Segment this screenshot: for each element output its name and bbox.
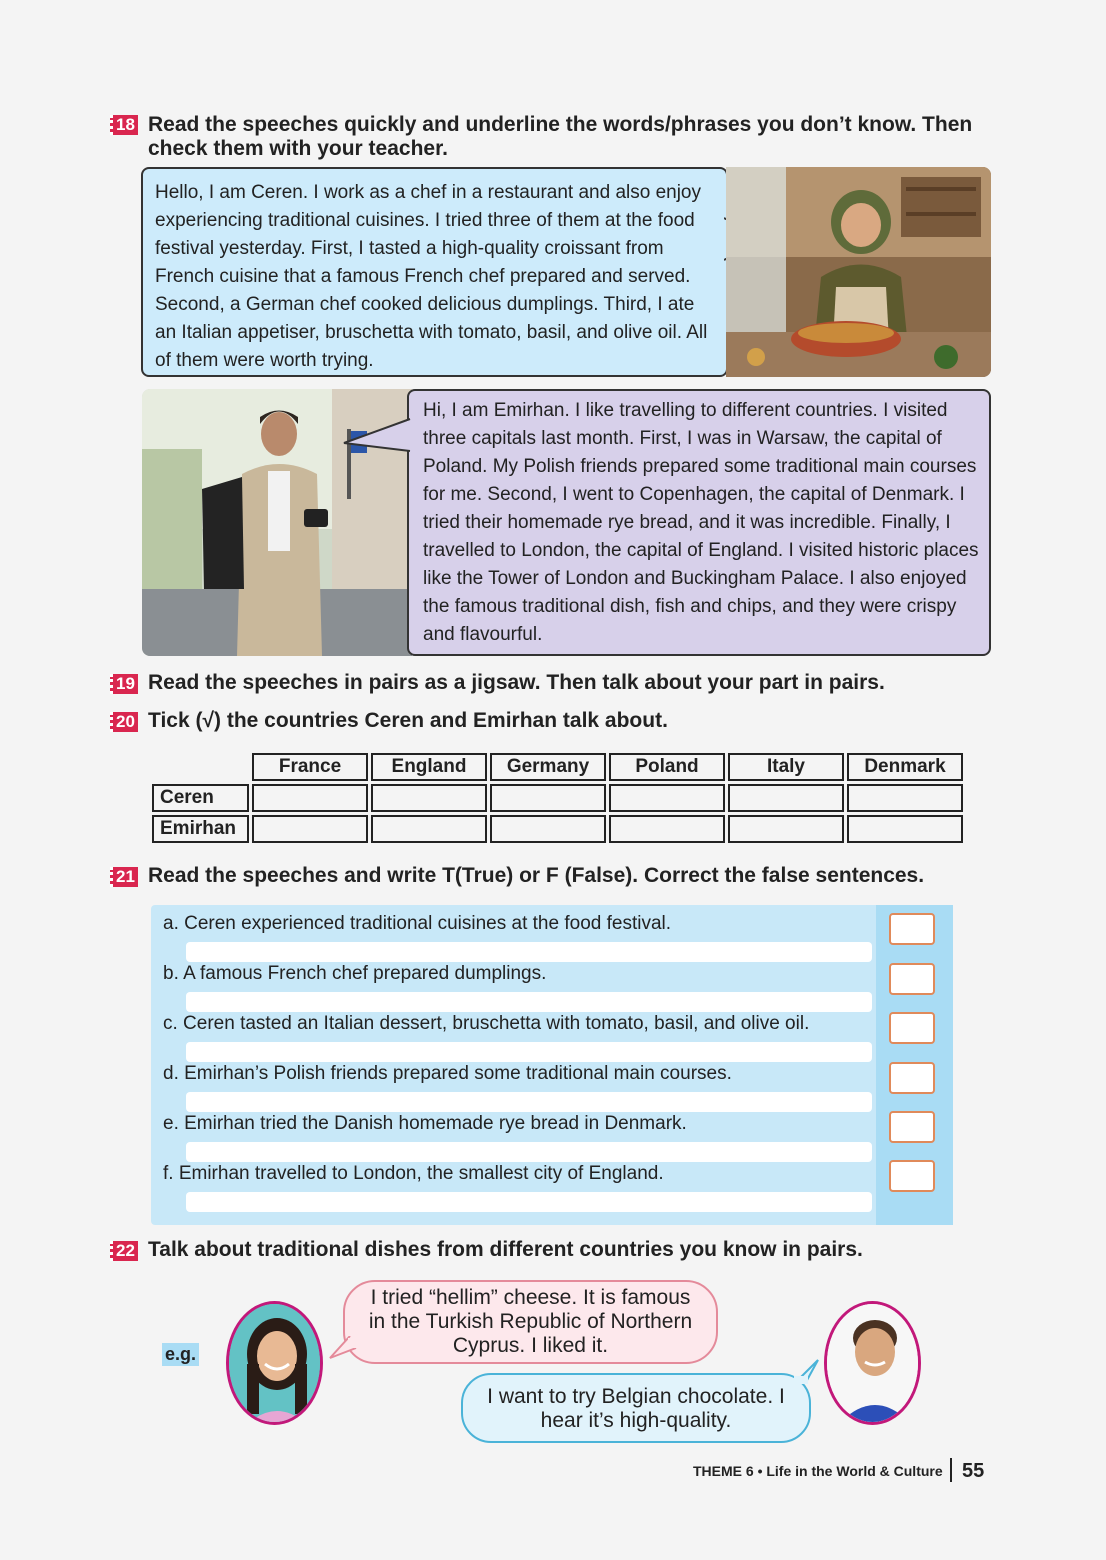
emirhan-bubble-tail [342, 415, 412, 455]
answer-box[interactable] [889, 913, 935, 945]
example-label: e.g. [162, 1343, 199, 1366]
exercise-18-instruction: Read the speeches quickly and underline the words/phrases you don’t know. Then check them with your teacher. [148, 113, 973, 160]
chef-image [726, 167, 991, 377]
boy-bubble-tail [792, 1358, 822, 1384]
correction-line[interactable] [186, 1092, 872, 1112]
tick-cell[interactable] [728, 784, 844, 812]
footer-divider [950, 1458, 952, 1482]
tick-cell[interactable] [609, 815, 725, 843]
exercise-21-instruction: Read the speeches and write T(True) or F (False). Correct the false sentences. [148, 864, 925, 887]
table-header-row [152, 753, 963, 781]
column-header: Poland [609, 753, 725, 781]
correction-line[interactable] [186, 942, 872, 962]
statement-f: f. Emirhan travelled to London, the smallest city of England. [163, 1163, 664, 1184]
emirhan-speech-bubble [407, 389, 991, 656]
table-corner [152, 753, 249, 781]
answer-box[interactable] [889, 963, 935, 995]
tick-cell[interactable] [252, 784, 368, 812]
exercise-number-20: 20 [110, 712, 138, 732]
girl-speech-text: I tried “hellim” cheese. It is famous in the Turkish Republic of Northern Cyprus. I liked it. [368, 1286, 693, 1357]
correction-line[interactable] [186, 1042, 872, 1062]
exercise-19-instruction: Read the speeches in pairs as a jigsaw. Then talk about your part in pairs. [148, 671, 885, 694]
girl-avatar [226, 1301, 323, 1425]
page-number: 55 [962, 1460, 985, 1482]
tick-cell[interactable] [490, 815, 606, 843]
girl-image [229, 1304, 323, 1425]
tick-cell[interactable] [371, 784, 487, 812]
tick-cell[interactable] [490, 784, 606, 812]
correction-line[interactable] [186, 992, 872, 1012]
exercise-22-instruction: Talk about traditional dishes from different countries you know in pairs. [148, 1238, 863, 1261]
tick-cell[interactable] [252, 815, 368, 843]
boy-speech-text: I want to try Belgian chocolate. I hear it’s high-quality. [487, 1385, 785, 1432]
chef-photo [726, 167, 991, 377]
row-header: Emirhan [152, 815, 249, 843]
ceren-speech-bubble [141, 167, 728, 377]
tick-cell[interactable] [728, 815, 844, 843]
statement-c: c. Ceren tasted an Italian dessert, bruschetta with tomato, basil, and olive oil. [163, 1013, 810, 1034]
table-row [152, 815, 963, 843]
answer-box[interactable] [889, 1160, 935, 1192]
answer-box[interactable] [889, 1012, 935, 1044]
answer-box[interactable] [889, 1111, 935, 1143]
exercise-number-21: 21 [110, 867, 138, 887]
girl-bubble-tail [328, 1336, 358, 1362]
footer-theme: THEME 6 • Life in the World & Culture [693, 1463, 943, 1479]
column-header: Italy [728, 753, 844, 781]
row-header: Ceren [152, 784, 249, 812]
emirhan-speech-text: Hi, I am Emirhan. I like travelling to different countries. I visited three capitals last month. First, I was in Warsaw, the capital of Poland. My Polish friends prepared some traditional main courses for me. Second, I went to Copenhagen, the capital of Denmark. I tried their homemade rye bread, and it was incredible. Finally, I travelled to London, the capital of England. I visited historic places like the Tower of London and Buckingham Palace. I also enjoyed the famous traditional dish, fish and chips, and they were crispy and flavourful. [423, 400, 979, 645]
answer-box[interactable] [889, 1062, 935, 1094]
boy-speech-bubble [461, 1373, 811, 1443]
tick-cell[interactable] [609, 784, 725, 812]
ceren-speech-text: Hello, I am Ceren. I work as a chef in a restaurant and also enjoy experiencing traditional cuisines. I tried three of them at the food festival yesterday. First, I tasted a high-quality croissant from French cuisine that a famous French chef prepared and served. Second, a German chef cooked delicious dumplings. Third, I ate an Italian appetiser, bruschetta with tomato, basil, and olive oil. All of them were worth trying. [155, 182, 708, 371]
boy-avatar [824, 1301, 921, 1425]
column-header: England [371, 753, 487, 781]
exercise-number-18: 18 [110, 115, 138, 135]
statement-e: e. Emirhan tried the Danish homemade rye bread in Denmark. [163, 1113, 687, 1134]
girl-speech-bubble [343, 1280, 718, 1364]
exercise-number-19: 19 [110, 674, 138, 694]
correction-line[interactable] [186, 1192, 872, 1212]
table-row [152, 784, 963, 812]
statement-d: d. Emirhan’s Polish friends prepared some traditional main courses. [163, 1063, 732, 1084]
statement-a: a. Ceren experienced traditional cuisines at the food festival. [163, 913, 672, 934]
correction-line[interactable] [186, 1142, 872, 1162]
tick-cell[interactable] [371, 815, 487, 843]
column-header: France [252, 753, 368, 781]
exercise-20-instruction: Tick (√) the countries Ceren and Emirhan talk about. [148, 709, 668, 732]
tick-cell[interactable] [847, 815, 963, 843]
tick-cell[interactable] [847, 784, 963, 812]
statement-b: b. A famous French chef prepared dumplings. [163, 963, 547, 984]
country-tick-table [149, 750, 966, 846]
column-header: Germany [490, 753, 606, 781]
exercise-number-22: 22 [110, 1241, 138, 1261]
column-header: Denmark [847, 753, 963, 781]
boy-image [827, 1304, 921, 1425]
